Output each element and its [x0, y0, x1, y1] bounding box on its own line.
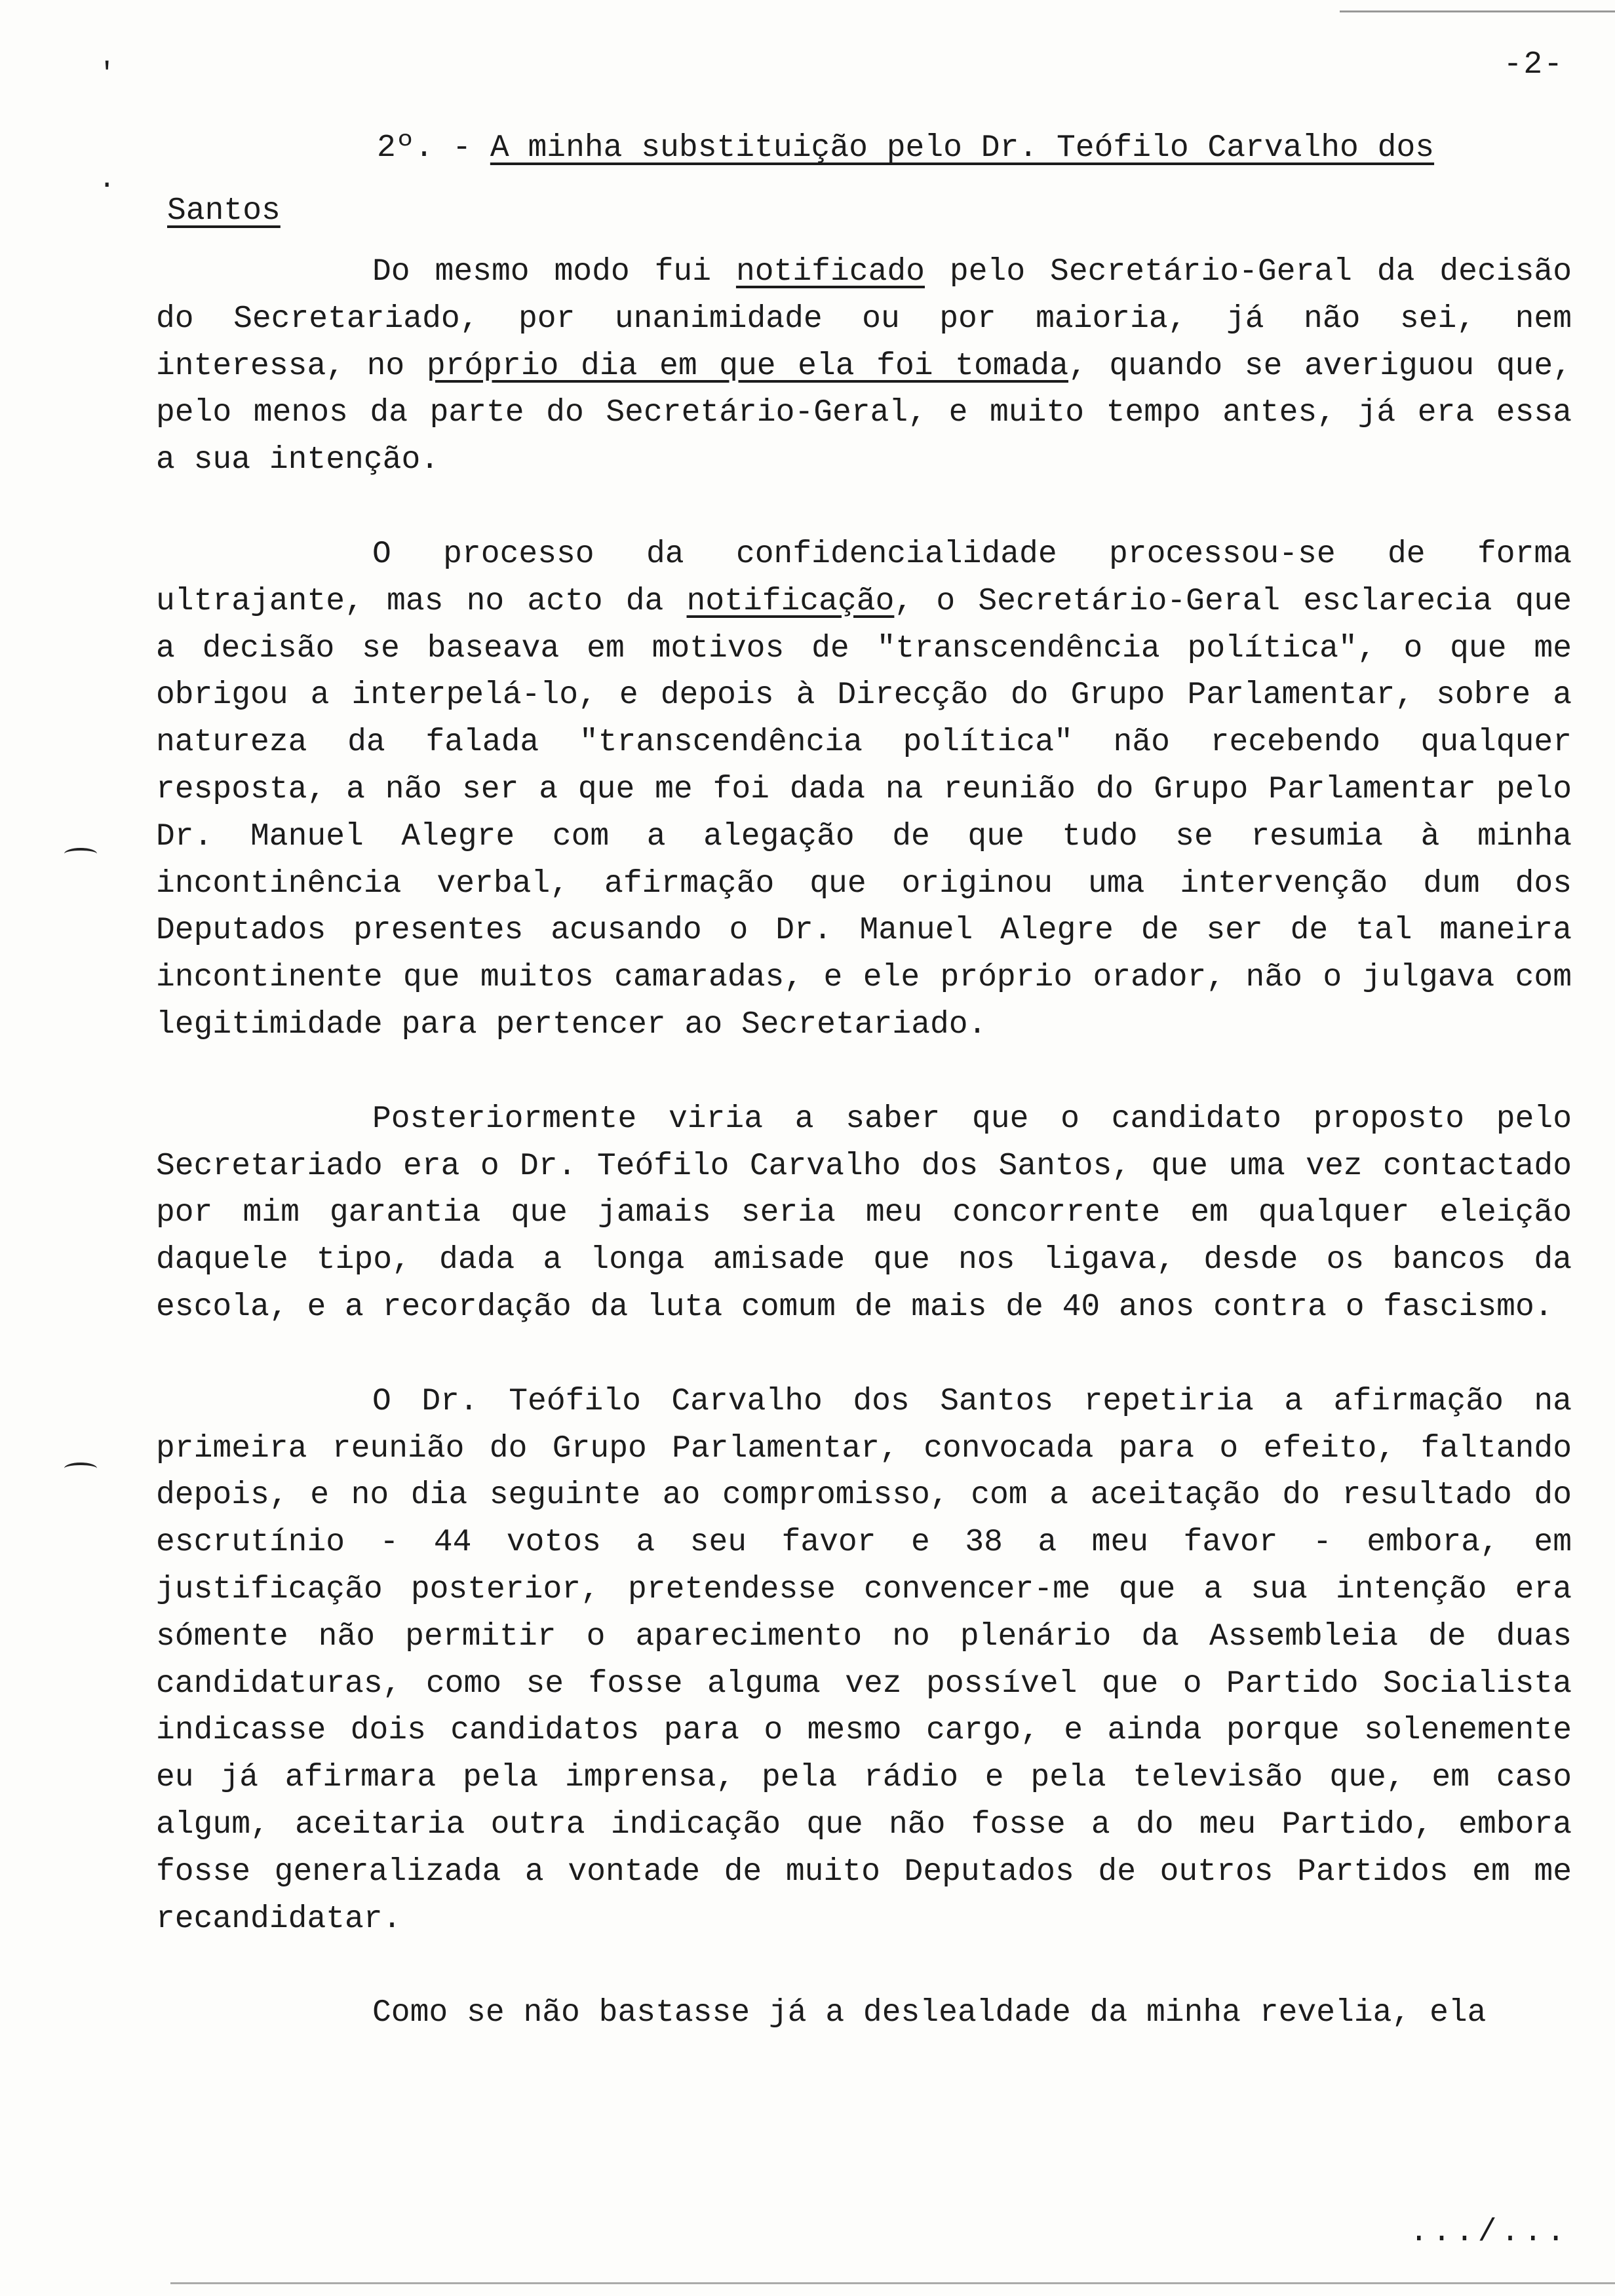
- paragraph-text: O Dr. Teófilo Carvalho dos Santos repetiria a afirmação na primeira reunião do Grupo Parlamentar, convocada para o efeito, faltando depois, e no dia seguinte ao compromisso, com a aceitação do resultado do escrutínio - 44 votos a seu favor e 38 a meu favor - embora, em justificação posterior, pretendesse convencer-me que a sua intenção era sómente não permitir o aparecimento no plenário da Assembleia de duas candidaturas, como se fosse alguma vez possível que o Partido Socialista indicasse dois candidatos para o mesmo cargo, e ainda porque solenemente eu já afirmara pela imprensa, pela rádio e pela televisão que, em caso algum, aceitaria outra indicação que não fosse a do meu Partido, embora fosse generalizada a vontade de muito Deputados de outros Partidos em me recandidatar.: [156, 1383, 1572, 1937]
- punch-mark: ': [98, 58, 116, 90]
- section-title-line1: A minha substituição pelo Dr. Teófilo Carvalho dos: [490, 130, 1435, 166]
- page-number: -2-: [1503, 47, 1564, 83]
- paragraph-text: , o Secretário-Geral esclarecia que a decisão se baseava em motivos de "transcendência política", o que me obrigou a interpelá-lo, e depois à Direcção do Grupo Parlamentar, sobre a natureza da falada "transcendência política" não recebendo qualquer resposta, a não ser a que me foi dada na reunião do Grupo Parlamentar pelo Dr. Manuel Alegre com a alegação de que tudo se resumia à minha incontinência verbal, afirmação que originou uma intervenção dum dos Deputados presentes acusando o Dr. Manuel Alegre de ser de tal maneira incontinente que muitos camaradas, e ele próprio orador, não o julgava com legitimidade para pertencer ao Secretariado.: [156, 583, 1572, 1043]
- underlined-text: próprio dia em que ela foi tomada: [426, 348, 1068, 384]
- paragraph: [156, 1096, 1572, 1331]
- body-text: [156, 249, 1572, 2037]
- paragraph: [156, 1379, 1572, 1943]
- paragraph: [156, 531, 1572, 1049]
- underlined-text: notificação: [686, 583, 895, 619]
- paragraph: [156, 1990, 1572, 2037]
- section-heading: [167, 117, 1570, 242]
- margin-mark: [64, 848, 97, 860]
- paragraph-text: Como se não bastasse já a deslealdade da minha revelia, ela: [372, 1995, 1487, 2031]
- scan-edge-line-bottom: [170, 2282, 1615, 2284]
- margin-mark: [64, 1463, 97, 1474]
- paragraph-text: Do mesmo modo fui: [372, 254, 736, 290]
- paragraph-text: O processo da confidencialidade processou-se de forma ultrajante, mas no acto da: [156, 536, 1572, 619]
- continuation-mark: .../...: [1409, 2215, 1569, 2250]
- punch-mark: ·: [98, 169, 116, 202]
- paragraph: [156, 249, 1572, 484]
- scan-edge-line-top: [1340, 10, 1615, 12]
- paragraph-text: pelo Secretário-Geral da decisão do Secretariado, por unanimidade ou por maioria, já não sei, nem interessa, no: [156, 254, 1572, 384]
- section-title-line2: Santos: [167, 193, 281, 229]
- paragraph-text: , quando se averiguou que, pelo menos da parte do Secretário-Geral, e muito tempo antes, já era essa a sua intenção.: [156, 348, 1572, 478]
- paragraph-text: Posteriormente viria a saber que o candidato proposto pelo Secretariado era o Dr. Teófilo Carvalho dos Santos, que uma vez contactado por mim garantia que jamais seria meu concorrente em qualquer eleição daquele tipo, dada a longa amisade que nos ligava, desde os bancos da escola, e a recordação da luta comum de mais de 40 anos contra o fascismo.: [156, 1101, 1572, 1325]
- underlined-text: notificado: [735, 254, 925, 290]
- section-number: 2º. -: [377, 130, 472, 166]
